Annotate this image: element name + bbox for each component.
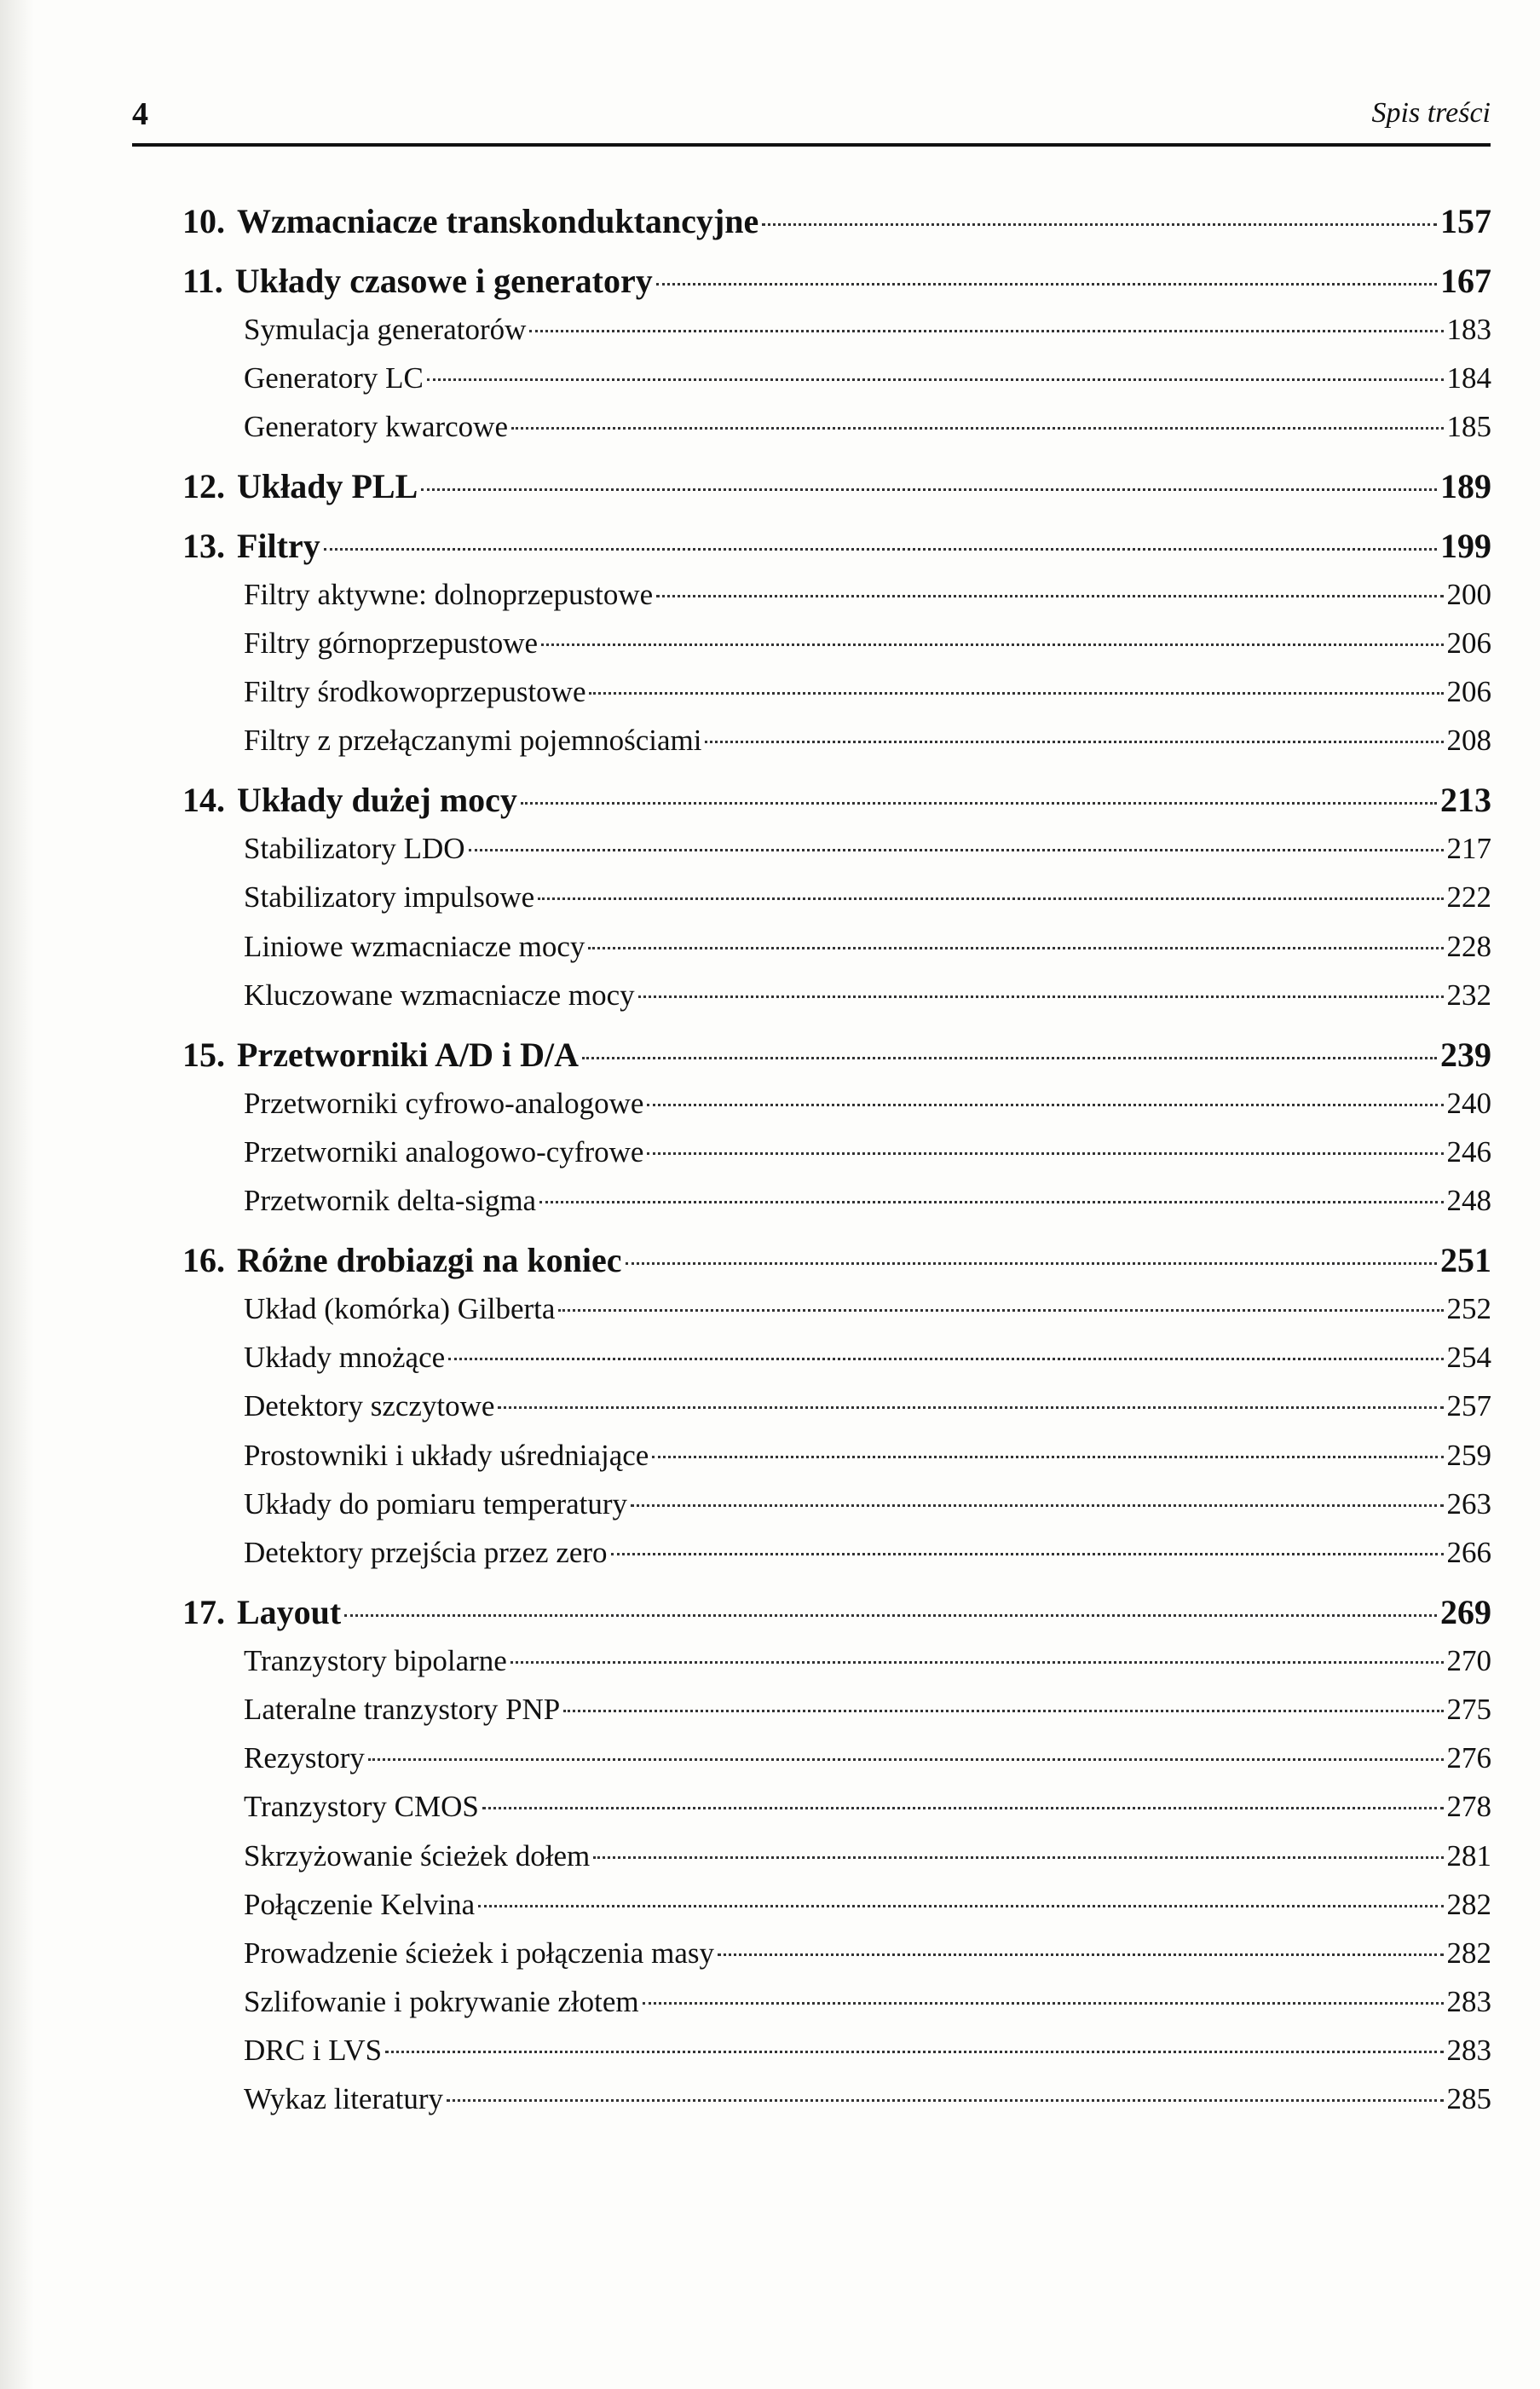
section-page: 283 bbox=[1446, 1985, 1491, 2019]
section-title: Układy mnożące bbox=[244, 1341, 446, 1375]
section-title: Prowadzenie ścieżek i połączenia masy bbox=[244, 1936, 714, 1970]
section-title: Lateralne tranzystory PNP bbox=[244, 1692, 561, 1726]
toc-section-entry bbox=[182, 1929, 1491, 1977]
chapter-page: 189 bbox=[1440, 466, 1491, 505]
dot-leader bbox=[593, 1856, 1443, 1859]
toc-section-entry bbox=[182, 1528, 1491, 1577]
toc-chapter-entry bbox=[182, 776, 1491, 824]
section-title: Generatory LC bbox=[244, 361, 424, 395]
section-page: 275 bbox=[1446, 1692, 1491, 1726]
section-title: Rezystory bbox=[244, 1741, 365, 1775]
dot-leader bbox=[482, 1807, 1444, 1809]
scan-edge bbox=[0, 0, 34, 2389]
dot-leader bbox=[656, 283, 1437, 286]
section-title: Stabilizatory impulsowe bbox=[244, 880, 535, 915]
section-title: Wykaz literatury bbox=[244, 2082, 444, 2116]
section-page: 254 bbox=[1446, 1341, 1491, 1375]
section-page: 183 bbox=[1446, 312, 1491, 346]
chapter-number: 10. bbox=[182, 202, 225, 240]
toc-section-entry bbox=[182, 1176, 1491, 1225]
chapter-title: Układy PLL bbox=[237, 466, 418, 505]
section-page: 276 bbox=[1446, 1741, 1491, 1775]
section-page: 282 bbox=[1446, 1887, 1491, 1921]
section-title: Skrzyżowanie ścieżek dołem bbox=[244, 1838, 591, 1873]
section-title: Filtry środkowoprzepustowe bbox=[244, 675, 586, 709]
toc-section-entry bbox=[182, 1832, 1491, 1880]
toc-section-entry bbox=[182, 1880, 1491, 1929]
toc-chapter-entry bbox=[182, 1236, 1491, 1284]
section-page: 282 bbox=[1446, 1936, 1491, 1970]
toc-section-entry bbox=[182, 1782, 1491, 1831]
dot-leader bbox=[652, 1456, 1443, 1458]
section-page: 252 bbox=[1446, 1291, 1491, 1325]
chapter-number: 17. bbox=[182, 1592, 225, 1631]
dot-leader bbox=[762, 223, 1437, 226]
section-page: 208 bbox=[1446, 724, 1491, 758]
section-title: Tranzystory bipolarne bbox=[244, 1643, 507, 1677]
section-page: 185 bbox=[1446, 410, 1491, 444]
chapter-title: Wzmacniacze transkonduktancyjne bbox=[237, 202, 759, 240]
toc-section-entry bbox=[182, 2075, 1491, 2123]
dot-leader bbox=[511, 427, 1444, 430]
dot-leader bbox=[521, 802, 1437, 805]
toc-chapter-entry bbox=[182, 1588, 1491, 1636]
dot-leader bbox=[344, 1614, 1437, 1617]
chapter-number: 16. bbox=[182, 1240, 225, 1279]
dot-leader bbox=[638, 995, 1444, 998]
toc-section-entry bbox=[182, 922, 1491, 971]
section-title: Detektory przejścia przez zero bbox=[244, 1535, 608, 1569]
table-of-contents bbox=[182, 197, 1491, 2124]
dot-leader bbox=[498, 1406, 1443, 1409]
section-title: Generatory kwarcowe bbox=[244, 410, 508, 444]
section-title: Tranzystory CMOS bbox=[244, 1790, 479, 1824]
section-title: Układy do pomiaru temperatury bbox=[244, 1486, 628, 1521]
chapter-page: 269 bbox=[1440, 1592, 1491, 1631]
section-title: Filtry aktywne: dolnoprzepustowe bbox=[244, 577, 654, 611]
toc-section-entry bbox=[182, 570, 1491, 619]
section-page: 206 bbox=[1446, 675, 1491, 709]
dot-leader bbox=[427, 378, 1444, 381]
section-title: Kluczowane wzmacniacze mocy bbox=[244, 978, 635, 1012]
dot-leader bbox=[611, 1553, 1444, 1555]
section-page: 266 bbox=[1446, 1535, 1491, 1569]
section-page: 246 bbox=[1446, 1134, 1491, 1169]
section-page: 283 bbox=[1446, 2034, 1491, 2068]
chapter-page: 239 bbox=[1440, 1035, 1491, 1074]
toc-section-entry bbox=[182, 619, 1491, 667]
dot-leader bbox=[541, 643, 1443, 646]
section-page: 259 bbox=[1446, 1438, 1491, 1472]
section-page: 248 bbox=[1446, 1184, 1491, 1218]
toc-section-entry bbox=[182, 1977, 1491, 2026]
section-title: DRC i LVS bbox=[244, 2034, 383, 2068]
toc-section-entry bbox=[182, 305, 1491, 354]
section-title: Szlifowanie i pokrywanie złotem bbox=[244, 1985, 639, 2019]
toc-section-entry bbox=[182, 716, 1491, 765]
chapter-number: 11. bbox=[182, 261, 223, 300]
section-page: 206 bbox=[1446, 626, 1491, 660]
chapter-number: 14. bbox=[182, 781, 225, 820]
section-title: Układ (komórka) Gilberta bbox=[244, 1291, 556, 1325]
section-title: Filtry z przełączanymi pojemnościami bbox=[244, 724, 702, 758]
section-page: 240 bbox=[1446, 1086, 1491, 1120]
dot-leader bbox=[558, 1309, 1443, 1312]
toc-section-entry bbox=[182, 1333, 1491, 1382]
section-title: Detektory szczytowe bbox=[244, 1389, 495, 1423]
toc-section-entry bbox=[182, 667, 1491, 716]
toc-section-entry bbox=[182, 1480, 1491, 1528]
running-header: Spis treści bbox=[1371, 97, 1491, 129]
chapter-page: 199 bbox=[1440, 526, 1491, 565]
toc-section-entry bbox=[182, 1382, 1491, 1430]
chapter-title: Różne drobiazgi na koniec bbox=[237, 1240, 622, 1279]
chapter-page: 251 bbox=[1440, 1240, 1491, 1279]
dot-leader bbox=[469, 849, 1444, 851]
dot-leader bbox=[656, 595, 1443, 597]
dot-leader bbox=[647, 1104, 1443, 1106]
section-page: 281 bbox=[1446, 1838, 1491, 1873]
toc-section-entry bbox=[182, 1431, 1491, 1480]
section-page: 285 bbox=[1446, 2082, 1491, 2116]
section-page: 270 bbox=[1446, 1643, 1491, 1677]
section-page: 278 bbox=[1446, 1790, 1491, 1824]
dot-leader bbox=[478, 1905, 1443, 1907]
dot-leader bbox=[718, 1953, 1444, 1956]
toc-chapter-entry bbox=[182, 522, 1491, 570]
dot-leader bbox=[563, 1710, 1443, 1712]
section-title: Symulacja generatorów bbox=[244, 312, 527, 346]
section-page: 257 bbox=[1446, 1389, 1491, 1423]
section-page: 222 bbox=[1446, 880, 1491, 915]
dot-leader bbox=[324, 548, 1437, 551]
toc-section-entry bbox=[182, 1685, 1491, 1734]
section-title: Prostowniki i układy uśredniające bbox=[244, 1438, 649, 1472]
toc-section-entry bbox=[182, 2026, 1491, 2075]
toc-chapter-entry bbox=[182, 1030, 1491, 1079]
chapter-title: Układy dużej mocy bbox=[237, 781, 517, 820]
toc-section-entry bbox=[182, 354, 1491, 402]
toc-section-entry bbox=[182, 971, 1491, 1019]
dot-leader bbox=[643, 2002, 1444, 2005]
section-title: Filtry górnoprzepustowe bbox=[244, 626, 539, 660]
dot-leader bbox=[510, 1661, 1444, 1664]
chapter-page: 167 bbox=[1440, 261, 1491, 300]
toc-section-entry bbox=[182, 873, 1491, 921]
section-title: Przetwornik delta-sigma bbox=[244, 1184, 537, 1218]
toc-section-entry bbox=[182, 824, 1491, 873]
toc-section-entry bbox=[182, 1079, 1491, 1128]
chapter-page: 157 bbox=[1440, 202, 1491, 240]
dot-leader bbox=[589, 692, 1443, 695]
dot-leader bbox=[538, 897, 1443, 900]
dot-leader bbox=[447, 2099, 1443, 2102]
section-title: Przetworniki cyfrowo-analogowe bbox=[244, 1086, 644, 1120]
dot-leader bbox=[631, 1504, 1443, 1507]
chapter-number: 13. bbox=[182, 526, 225, 565]
page-number: 4 bbox=[132, 96, 148, 132]
dot-leader bbox=[539, 1201, 1443, 1203]
section-title: Połączenie Kelvina bbox=[244, 1887, 476, 1921]
chapter-title: Filtry bbox=[237, 526, 320, 565]
toc-chapter-entry bbox=[182, 462, 1491, 511]
section-title: Przetworniki analogowo-cyfrowe bbox=[244, 1134, 644, 1169]
section-page: 263 bbox=[1446, 1486, 1491, 1521]
header-rule bbox=[132, 143, 1491, 147]
section-page: 184 bbox=[1446, 361, 1491, 395]
chapter-title: Przetworniki A/D i D/A bbox=[237, 1035, 580, 1074]
dot-leader bbox=[368, 1758, 1444, 1761]
toc-section-entry bbox=[182, 402, 1491, 451]
chapter-title: Layout bbox=[237, 1592, 342, 1631]
chapter-number: 12. bbox=[182, 466, 225, 505]
toc-section-entry bbox=[182, 1284, 1491, 1333]
dot-leader bbox=[626, 1262, 1437, 1265]
toc-chapter-entry bbox=[182, 257, 1491, 305]
section-page: 200 bbox=[1446, 577, 1491, 611]
toc-section-entry bbox=[182, 1734, 1491, 1782]
dot-leader bbox=[588, 947, 1443, 949]
section-page: 232 bbox=[1446, 978, 1491, 1012]
section-page: 217 bbox=[1446, 832, 1491, 866]
toc-chapter-entry bbox=[182, 197, 1491, 245]
dot-leader bbox=[385, 2051, 1443, 2053]
chapter-title: Układy czasowe i generatory bbox=[234, 261, 653, 300]
chapter-page: 213 bbox=[1440, 781, 1491, 820]
dot-leader bbox=[647, 1152, 1443, 1155]
section-title: Stabilizatory LDO bbox=[244, 832, 465, 866]
section-page: 228 bbox=[1446, 929, 1491, 963]
dot-leader bbox=[582, 1057, 1437, 1059]
dot-leader bbox=[705, 741, 1443, 743]
dot-leader bbox=[529, 330, 1443, 332]
toc-section-entry bbox=[182, 1636, 1491, 1685]
toc-section-entry bbox=[182, 1128, 1491, 1176]
section-title: Liniowe wzmacniacze mocy bbox=[244, 929, 585, 963]
dot-leader bbox=[421, 488, 1437, 491]
dot-leader bbox=[448, 1358, 1443, 1360]
chapter-number: 15. bbox=[182, 1035, 225, 1074]
